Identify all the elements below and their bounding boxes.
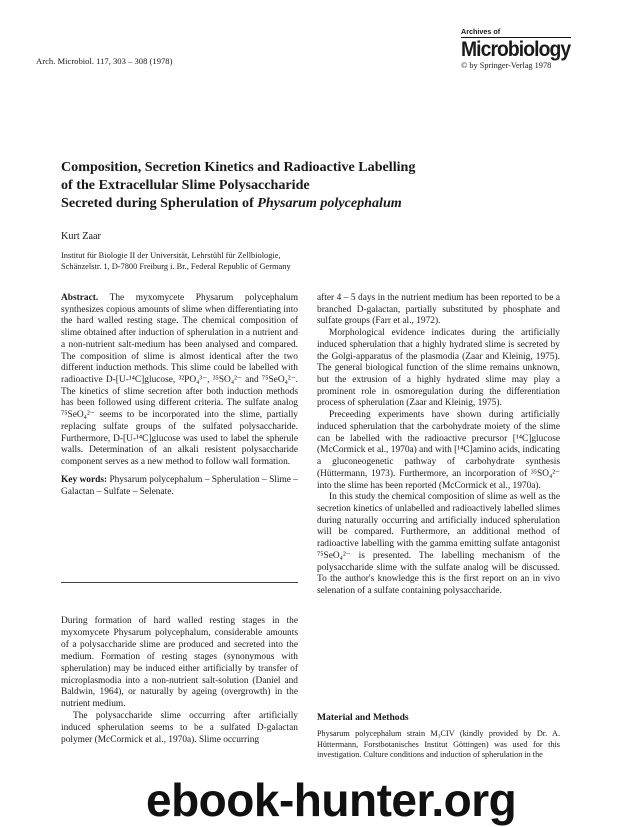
watermark-text: ebook-hunter.org [146, 774, 517, 826]
title-organism: Physarum polycephalum [257, 195, 402, 211]
intro-paragraph-1: During formation of hard walled resting stages in the myxomycete Physarum polycephalum, considerable amounts of a polysaccharide slime are produced and secreted into the medium. Formation of resting stages (synonymous with spherulation) may be induced either artificially by transfer of microplasmodia into a non-nutrient salt-solution (Daniel and Baldwin, 1964), or naturally by ageing (overgrowth) in the nutrient medium. [61, 616, 298, 710]
abstract-paragraph [61, 293, 298, 469]
methods-heading: Material and Methods [317, 712, 409, 723]
journal-logo-small-text: Archives of [461, 27, 501, 36]
right-paragraph-4: In this study the chemical composition of slime as well as the secretion kinetics of unlabelled and radioactively labelled slimes during naturally occurring and artificially induced spherulation will be compared. Furthermore, an additional method of radioactive labelling with the gamma emitting sulfate antagonist ⁷⁵SeO₄²⁻ is presented. The labelling mechanism of the polysaccharide slime with the sulfate analog will be discussed. To the author's knowledge this is the first report on an in vivo selenation of a sulfate containing polysaccharide. [317, 492, 560, 596]
methods-text: Physarum polycephalum strain M₃CIV (kindly provided by Dr. A. Hüttermann, Forstbotanisches Institut Göttingen) was used for this investigation. Culture conditions and induction of spherulation in the [317, 729, 560, 760]
right-paragraph-2: Morphological evidence indicates during the artificially induced spherulation that a highly hydrated slime is secreted by the Golgi-apparatus of the plasmodia (Zaar and Kleinig, 1975). The general biological function of the slime remains unknown, but the extrusion of a highly hydrated slime may play a prominent role in osmoregulation during the differentiation process of spherulation (Zaar and Kleinig, 1975). [317, 328, 560, 409]
abstract-label: Abstract. [61, 293, 99, 303]
abstract-column [61, 293, 298, 498]
affiliation [61, 251, 561, 273]
abstract-text: The myxomycete Physarum polycephalum synthesizes copious amounts of slime when differentiating into the hard walled resting stage. The chemical composition of slime obtained after induction of spherulation in a nutrient and a non-nutrient salt-medium has been analysed and compared. The composition of slime is almost identical after the two different induction methods. This slime could be labelled with radioactive D-[U-¹⁴C]glucose, ³²PO₄³⁻, ³⁵SO₄²⁻ and ⁷⁵SeO₄²⁻. The kinetics of slime secretion after both induction methods has been followed using different criteria. The sulfate analog ⁷⁵SeO₄²⁻ seems to be incorporated into the slime, partially replacing sulfate groups of the sulfated polysaccharide. Furthermore, D-[U-¹⁴C]glucose was used to label the spherule walls. Determination of an alkali resistent polysaccharide component serves as a new method to follow wall formation. [61, 293, 298, 468]
right-paragraph-3: Preceeding experiments have shown during artificially induced spherulation that the carbohydrate moiety of the slime can be labelled with the radioactive precursor [¹⁴C]glucose (McCormick et al., 1970a) and with [¹⁴C]amino acids, indicating a gluconeogenetic pathway of carbohydrate synthesis (Hüttermann, 1973). Furthermore, an incorporation of ³⁵SO₄²⁻ into the slime has been reported (McCormick et al., 1970a). [317, 410, 560, 491]
intro-paragraph-2: The polysaccharide slime occurring after artificially induced spherulation seems to be a sulfated D-galactan polymer (McCormick et al., 1970a). Slime occurring [61, 711, 298, 746]
right-paragraph-1: after 4 – 5 days in the nutrient medium has been reported to be a branched D-galactan, partially substituted by phosphate and sulfate groups (Farr et al., 1972). [317, 293, 560, 327]
keywords-paragraph [61, 475, 298, 498]
copyright-notice: © by Springer-Verlag 1978 [461, 61, 552, 70]
keywords-label: Key words: [61, 474, 108, 485]
title-line-2: of the Extracellular Slime Polysaccharide [61, 177, 310, 193]
journal-citation: Arch. Microbiol. 117, 303 – 308 (1978) [36, 56, 173, 66]
introduction-right [317, 293, 560, 598]
journal-logo-name: Microbiology [461, 38, 571, 61]
abstract-divider [61, 582, 298, 583]
affiliation-line-1: Institut für Biologie II der Universität, Lehrstühl für Zellbiologie, [61, 251, 281, 260]
keywords-text: Physarum polycephalum – Spherulation – Slime – Galactan – Sulfate – Selenate. [61, 474, 298, 497]
paper-title [61, 158, 571, 212]
title-line-3-prefix: Secreted during Spherulation of [61, 195, 258, 211]
introduction-left [61, 616, 298, 747]
journal-logo [461, 28, 581, 70]
author-name: Kurt Zaar [61, 231, 101, 242]
affiliation-line-2: Schänzelstr. 1, D-7800 Freiburg i. Br., Federal Republic of Germany [61, 261, 291, 271]
title-line-3 [61, 194, 571, 212]
title-line-1: Composition, Secretion Kinetics and Radioactive Labelling [61, 159, 416, 175]
